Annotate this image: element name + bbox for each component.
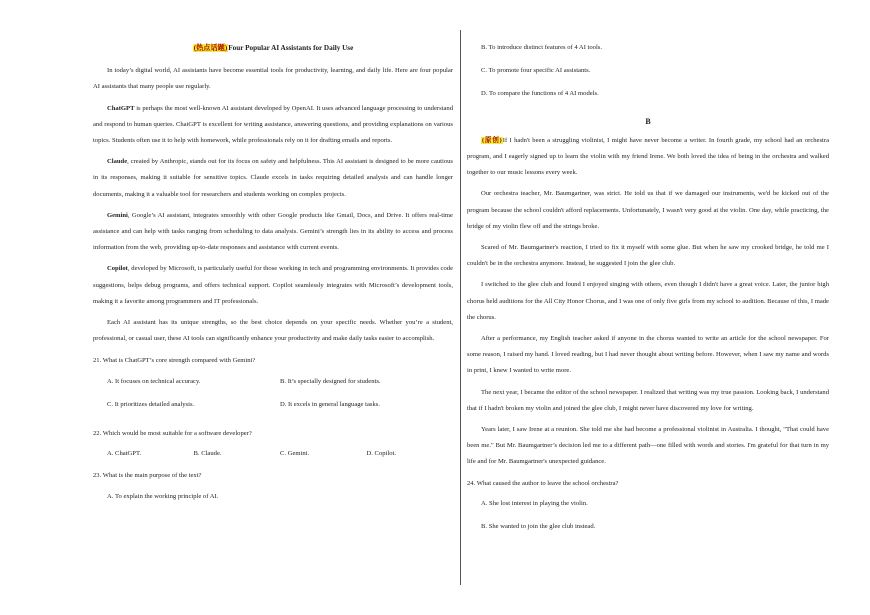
title-text: Four Popular AI Assistants for Daily Use (228, 44, 354, 52)
gemini-paragraph (93, 208, 453, 257)
chatgpt-paragraph (93, 101, 453, 150)
assistant-desc: , Google’s AI assistant, integrates smoothly with other Google products like Gmail, Docs, and Drive. It offers real-time assistance and can help with tasks ranging from scheduling to data analysis. Gemini’s strength lies in its ability to access and process information from the web, providing up-to-date responses and assistance with current events. (93, 211, 453, 252)
story-paragraph: The next year, I became the editor of the school newspaper. I realized that writing was my true passion. Looking back, I understand that if I hadn't broken my violin and joined the glee club, I might never have discovered my love for writing. (467, 388, 829, 412)
option-a: A. ChatGPT. (107, 450, 142, 458)
question-23-options (107, 489, 453, 512)
option-b: B. To introduce distinct features of 4 AI tools. (481, 44, 603, 51)
claude-paragraph (93, 154, 453, 203)
option-a: A. It focuses on technical accuracy. (107, 377, 201, 385)
story-paragraph (467, 133, 829, 182)
assistant-desc: , developed by Microsoft, is particularly useful for those working in tech and programming environments. It provides code suggestions, helps debug programs, and offers technical support. Copilot seamlessly integrates with Microsoft’s development tools, making it a favorite among programmers and IT professionals. (93, 265, 453, 305)
option-d: D. To compare the functions of 4 AI models. (481, 90, 599, 98)
right-column (467, 40, 829, 546)
option-b: B. Claude. (193, 450, 222, 458)
assistant-name: Copilot (107, 265, 128, 273)
closing-paragraph: Each AI assistant has its unique strengths, so the best choice depends on your specific needs. Whether you’re a student, professional, or casual user, these AI tools can significantly enhance your productivity and make daily tasks easier to accomplish. (93, 319, 453, 343)
column-divider (460, 30, 461, 585)
question-23-options-cont (481, 40, 829, 110)
assistant-name: ChatGPT (107, 104, 135, 112)
story-paragraph: Scared of Mr. Baumgartner's reaction, I tried to fix it myself with some glue. But when he saw my crooked bridge, he told me I couldn't be in the orchestra anymore. Instead, he suggested I join the glee club. (467, 244, 829, 268)
option-c: C. Gemini. (280, 450, 310, 458)
question-22: 22. Which would be most suitable for a software developer? (93, 430, 252, 438)
question-22-options (107, 446, 453, 462)
question-21: 21. What is ChatGPT’s core strength compared with Gemini? (93, 357, 256, 365)
question-24-options (481, 496, 829, 542)
original-tag: (原创) (482, 136, 502, 144)
option-b: B. She wanted to join the glee club instead. (481, 523, 596, 531)
passage-title (93, 40, 453, 56)
question-23: 23. What is the main purpose of the text? (93, 472, 202, 480)
option-a: A. To explain the working principle of AI. (107, 492, 219, 500)
assistant-desc: is perhaps the most well-known AI assistant developed by OpenAI. It uses advanced language processing to understand and respond to human queries. ChatGPT is excellent for writing assistance, answering questions, and providing explanations on various topics. Students often use it to help with homework, while professionals rely on it for drafting emails and reports. (93, 104, 453, 145)
story-paragraph: I switched to the glee club and found I enjoyed singing with others, even though I didn't have a great voice. Later, the junior high chorus held auditions for the All City Honor Chorus, and I was one of only five girls from my school to audition. Because of this, I made the chorus. (467, 281, 829, 321)
intro-paragraph: In today’s digital world, AI assistants have become essential tools for productivity, learning, and daily life. Here are four popular AI assistants that many people use regularly. (93, 67, 453, 91)
copilot-paragraph (93, 261, 453, 310)
option-b: B. It’s specially designed for students. (280, 377, 381, 385)
assistant-name: Claude (107, 158, 128, 166)
option-d: D. Copilot. (366, 450, 396, 458)
story-paragraph: After a performance, my English teacher asked if anyone in the chorus wanted to write an article for the school newspaper. For some reason, I raised my hand. I loved reading, but I had never thought about writing before. However, when I saw my name and words in print, I knew I wanted to write more. (467, 335, 829, 375)
assistant-desc: , created by Anthropic, stands out for its focus on safety and helpfulness. This AI assistant is designed to be more cautious in its responses, making it suitable for sensitive topics. Claude excels in tasks requiring detailed analysis and can handle longer documents, making it a valuable tool for researchers and students working on complex projects. (93, 158, 453, 198)
story-paragraph: Our orchestra teacher, Mr. Baumgartner, was strict. He told us that if we damaged our instruments, we'd be kicked out of the program because the school couldn't afford replacements. Unfortunately, I wasn't very good at the violin. One day, while practicing, the bridge of my violin flew off and the strings broke. (467, 190, 829, 230)
topic-tag: (热点话题) (193, 44, 228, 52)
option-a: A. She lost interest in playing the violin. (481, 499, 588, 507)
assistant-name: Gemini (107, 211, 128, 219)
story-paragraph: Years later, I saw Irene at a reunion. She told me she had become a professional violinist in Australia. I thought, "That could have been me." But Mr. Baumgartner’s decision led me to a different path—one filled with words and stories. I'm grateful for that turn in my life and for Mr. Baumgartner's unexpected guidance. (467, 426, 829, 466)
story-text: If I hadn't been a struggling violinist, I might have never become a writer. In fourth grade, my school had an orchestra program, and I eagerly signed up to learn the violin with my friend Irene. We both loved the idea of being in the orchestra and walked together to our music lessons every week. (467, 136, 829, 177)
option-c: C. It prioritizes detailed analysis. (107, 400, 195, 408)
question-21-options (107, 374, 453, 420)
question-24: 24. What caused the author to leave the school orchestra? (467, 479, 619, 487)
option-c: C. To promote four specific AI assistants. (481, 67, 591, 75)
option-d: D. It excels in general language tasks. (280, 400, 380, 408)
section-heading: B (645, 116, 651, 126)
left-column (93, 40, 453, 516)
